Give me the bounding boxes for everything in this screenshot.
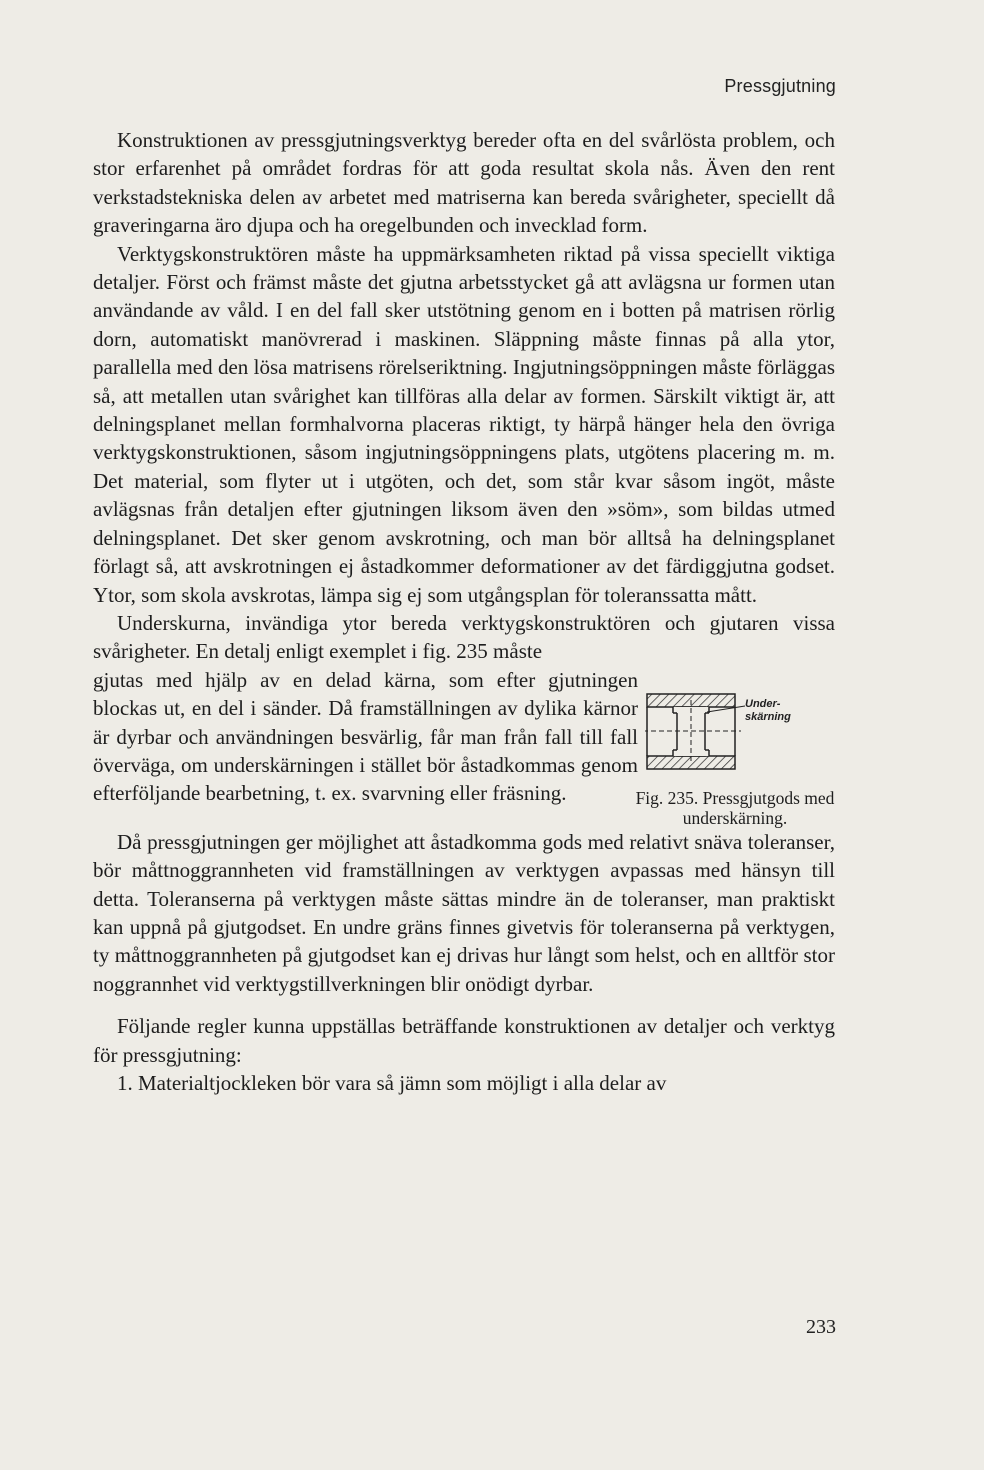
figure-235: [635, 692, 835, 828]
paragraph-3-continued: gjutas med hjälp av en delad kärna, som efter gjutningen blockas ut, en del i sänder. Då framställningen av dylika kärnor är dyrbar och användningen besvärlig, får man från fall till fall överväga, om underskärningen i stället bör åstadkommas genom efterföljande bearbetning, t. ex. svarvning eller fräsning.: [93, 667, 638, 806]
figure-annotation: Under- skärning: [745, 697, 791, 723]
paragraph-1: Konstruktionen av pressgjutningsverktyg bereder ofta en del svårlösta problem, och stor erfarenhet på området fordras för att goda resultat skola nås. Även den rent verkstadstekniska delen av arbetet med matriserna kan bereda svårigheter, speciellt då graveringarna äro djupa och ha oregelbunden och invecklad form.: [93, 128, 835, 238]
running-header: Pressgjutning: [724, 76, 836, 96]
undercut-diagram: [645, 692, 835, 772]
page-number: 233: [806, 1316, 836, 1338]
figure-caption: Fig. 235. Pressgjutgods med underskärning.: [635, 787, 835, 828]
list-item-1: 1. Materialtjockleken bör vara så jämn som möjligt i alla delar av: [117, 1070, 667, 1095]
page-body: [93, 126, 835, 1097]
wrapped-text-column: [93, 666, 638, 808]
paragraph-2: Verktygskonstruktören måste ha uppmärksamheten riktad på vissa speciellt viktiga detaljer. Först och främst måste det gjutna arbetsstycket gå att avlägsna ur formen utan användande av våld. I en del fall sker utstötning genom en i botten på matrisen rörlig dorn, automatiskt manövrerad i maskinen. Släppning måste finnas på alla ytor, parallella med den lösa matrisens rörelseriktning. Ingjutningsöppningen måste förläggas så, att metallen utan svårighet kan tillföras alla delar av formen. Särskilt viktigt är, att delningsplanet mellan formhalvorna placeras riktigt, ty härpå hänger hela den övriga verktygskonstruktionen, såsom ingjutningsöppningens plats, utgötens placering m. m. Det material, som flyter ut i utgöten, och det, som står kvar såsom ingöt, måste avlägsnas från detaljen efter gjutningen liksom även den »söm», som bildas utmed delningsplanet. Det sker genom avskrotning, och man bör alltså ha delningsplanet förlagt så, att avskrotningen ej åstadkommer deformationer av det färdiggjutna godset. Ytor, som skola avskrotas, lämpa sig ej som utgångsplan för toleranssatta mått.: [93, 241, 835, 607]
paragraph-4: Då pressgjutningen ger möjlighet att åstadkomma gods med relativt snäva toleranser, bör måttnoggrannheten vid framställningen av verktygen avpassas med hänsyn till detta. Toleranserna på verktygen måste sättas mindre än de toleranser, man praktiskt kan uppnå på gjutgodset. En undre gräns finnes givetvis för toleranserna på verktygen, ty måttnoggrannheten på gjutgodset kan ej drivas hur långt som helst, och en alltför stor noggrannhet vid verktygstillverkningen blir onödigt dyrbar.: [93, 829, 835, 996]
paragraph-3: Underskurna, invändiga ytor bereda verktygskonstruktören och gjutaren vissa svårigheter. En detalj enligt exemplet i fig. 235 måste: [93, 610, 835, 664]
text-with-figure: [93, 666, 835, 828]
paragraph-5: Följande regler kunna uppställas beträffande konstruktionen av detaljer och verktyg för pressgjutning:: [93, 1014, 835, 1067]
